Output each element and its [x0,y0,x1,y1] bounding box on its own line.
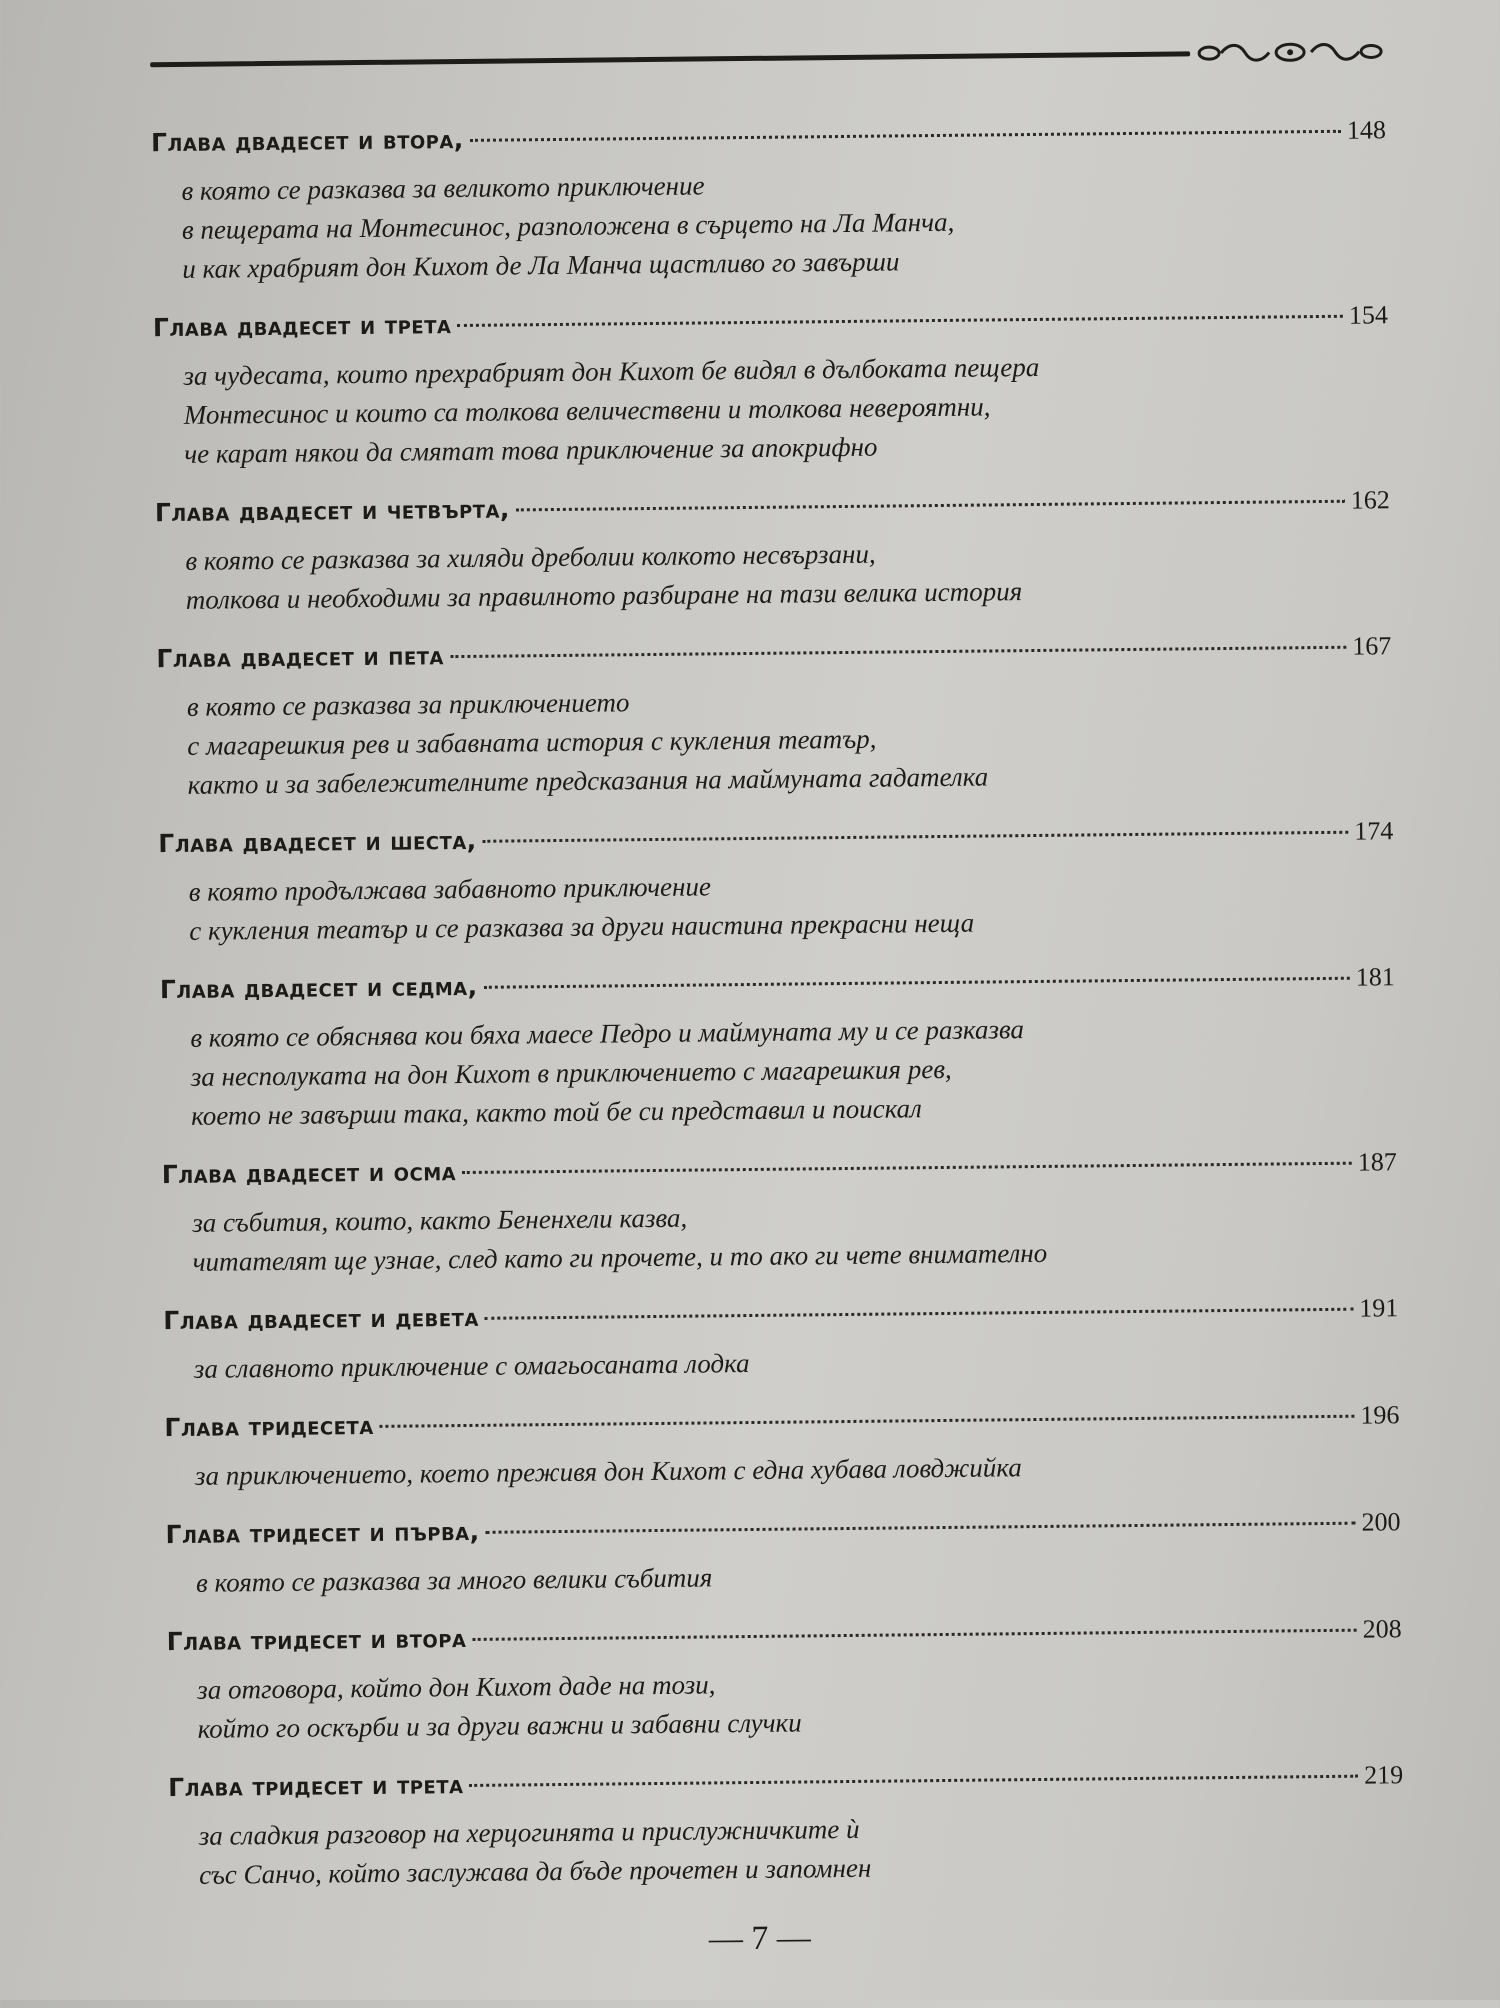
chapter-title: Глава двадесет и втора, [150,124,464,158]
chapter-description-line: в която се разказва за приключението [186,687,630,722]
chapter-description-line: толкова и необходими за правилното разбиране на тази велика история [185,576,1023,615]
chapter-page-number: 181 [1355,962,1395,992]
chapter-description-line: за славното приключение с омагьосаната лодка [193,1348,750,1384]
chapter-title: Глава тридесет и първа, [165,1516,480,1550]
chapter-description-line: в която се разказва за великото приключение [181,170,705,206]
toc-entry [164,1400,1400,1496]
chapter-description-line: в която се обяснява кои бяха маесе Педро и маймуната му и се разказва [190,1014,1025,1053]
chapter-description-line: за сладкия разговор на херцогинята и прислужничките ѝ [198,1813,860,1851]
chapter-page-number: 162 [1350,485,1390,515]
dot-leader [485,1308,1353,1320]
toc-entry [162,1147,1398,1282]
chapter-page-number: 219 [1363,1760,1404,1790]
toc-entry [165,1507,1401,1603]
chapter-description-line: читателят ще узнае, след като ги прочете, и то ако ги чете внимателно [192,1237,1048,1277]
chapter-title: Глава тридесет и втора [166,1624,467,1657]
dot-leader [516,500,1345,512]
toc-entry [168,1760,1404,1895]
dot-leader [450,646,1346,658]
toc-entry [151,115,1388,289]
dot-leader [484,977,1350,989]
dot-leader [470,130,1341,142]
chapter-page-number: 191 [1359,1293,1399,1323]
chapter-description-line: със Санчо, който заслужава да бъде прочетен и запомнен [198,1852,872,1890]
toc-entry [160,962,1397,1136]
dot-leader [483,831,1349,843]
chapter-description-line: в пещерата на Монтесинос, разположена в сърцето на Ла Манча, [181,206,955,245]
chapter-description-line: и как храбрият дон Кихот де Ла Манча щастливо го завърши [182,246,900,284]
toc-entry [155,485,1391,620]
page-number: — 7 — [708,1919,812,1958]
toc-entry [163,1293,1399,1389]
chapter-description-line: за отговора, който дон Кихот даде на този, [197,1669,716,1705]
chapter-title: Глава двадесет и шеста, [158,825,477,859]
chapter-description-line: както и за забележителните предсказания на маймуната гадателка [187,761,989,800]
chapter-page-number: 167 [1352,631,1392,661]
dot-leader [457,315,1343,327]
chapter-description-line: в която се разказва за хиляди дреболии колкото несвързани, [185,538,876,576]
chapter-description-line: за събития, които, както Бененхели казва, [192,1202,688,1238]
header-ornament-icon [1195,37,1385,67]
dot-leader [472,1629,1356,1641]
table-of-contents [151,115,1405,1919]
chapter-description-line: с кукления театър и се разказва за други наистина прекрасни неща [189,907,975,946]
chapter-page-number: 208 [1362,1614,1402,1644]
chapter-page-number: 200 [1361,1507,1401,1537]
header-rule [150,51,1190,67]
chapter-description-line: в която продължава забавното приключение [188,871,712,907]
chapter-title: Глава тридесета [164,1410,374,1443]
chapter-description-line: че карат някои да смятат това приключение за апокрифно [184,431,878,469]
chapter-description-line: което не завърши така, както той бе си представил и поискал [191,1093,923,1131]
chapter-title: Глава тридесет и трета [168,1770,464,1803]
toc-entry [153,300,1390,474]
chapter-page-number: 148 [1346,115,1387,145]
chapter-description-line: за чудесата, които прехрабрият дон Кихот бе видял в дълбоката пещера [183,351,1040,391]
chapter-title: Глава двадесет и трета [152,310,452,343]
chapter-description-line: с магарешкия рев и забавната история с кукления театър, [187,723,877,761]
dot-leader [380,1415,1355,1428]
chapter-title: Глава двадесет и седма, [159,971,478,1005]
chapter-description-line: за несполуката на дон Кихот в приключението с магарешкия рев, [190,1053,952,1092]
chapter-title: Глава двадесет и четвърта, [154,494,511,528]
chapter-description-line: Монтесинос и които са толкова величествени и толкова невероятни, [183,391,991,430]
chapter-title: Глава двадесет и осма [161,1157,457,1190]
chapter-description-line: който го оскърби и за други важни и забавни случки [197,1707,802,1744]
chapter-page-number: 154 [1348,300,1389,330]
toc-entry [156,631,1393,805]
chapter-title: Глава двадесет и пета [156,641,445,674]
chapter-description-line: в която се разказва за много велики събития [195,1562,713,1598]
dot-leader [462,1162,1352,1174]
chapter-page-number: 174 [1354,816,1394,846]
chapter-page-number: 187 [1357,1147,1397,1177]
chapter-description-line: за приключението, което преживя дон Кихот с една хубава ловджийка [194,1452,1022,1491]
chapter-title: Глава двадесет и девета [163,1302,479,1336]
chapter-page-number: 196 [1360,1400,1400,1430]
dot-leader [469,1775,1358,1787]
dot-leader [486,1522,1356,1534]
toc-entry [158,816,1394,951]
toc-entry [167,1614,1403,1749]
